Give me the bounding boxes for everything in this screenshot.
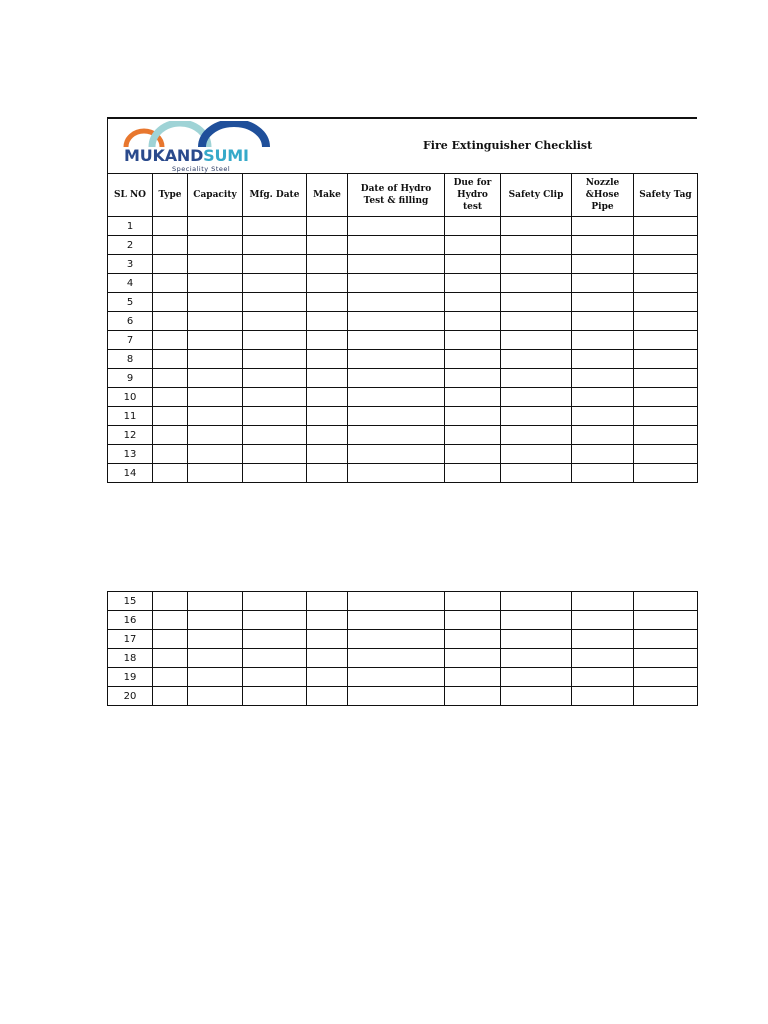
empty-entry-cell[interactable] — [243, 388, 307, 407]
serial-number-cell: 5 — [108, 293, 153, 312]
empty-entry-cell[interactable] — [243, 687, 307, 706]
table-row — [108, 331, 698, 350]
empty-entry-cell[interactable] — [501, 611, 572, 630]
empty-entry-cell[interactable] — [501, 312, 572, 331]
empty-entry-cell[interactable] — [634, 611, 698, 630]
empty-entry-cell[interactable] — [445, 464, 501, 483]
serial-number-cell: 16 — [108, 611, 153, 630]
empty-entry-cell[interactable] — [307, 445, 348, 464]
empty-entry-cell[interactable] — [348, 312, 445, 331]
empty-entry-cell[interactable] — [634, 649, 698, 668]
empty-entry-cell[interactable] — [307, 331, 348, 350]
serial-number-cell: 3 — [108, 255, 153, 274]
serial-number-cell: 9 — [108, 369, 153, 388]
empty-entry-cell[interactable] — [307, 312, 348, 331]
table-row — [108, 312, 698, 331]
empty-entry-cell[interactable] — [572, 274, 634, 293]
serial-number-cell: 7 — [108, 331, 153, 350]
company-logo — [122, 121, 272, 171]
empty-entry-cell[interactable] — [243, 630, 307, 649]
empty-entry-cell[interactable] — [572, 369, 634, 388]
empty-entry-cell[interactable] — [501, 331, 572, 350]
empty-entry-cell[interactable] — [243, 312, 307, 331]
empty-entry-cell[interactable] — [572, 217, 634, 236]
empty-entry-cell[interactable] — [307, 369, 348, 388]
empty-entry-cell[interactable] — [243, 236, 307, 255]
empty-entry-cell[interactable] — [307, 592, 348, 611]
empty-entry-cell[interactable] — [307, 649, 348, 668]
empty-entry-cell[interactable] — [348, 236, 445, 255]
empty-entry-cell[interactable] — [634, 687, 698, 706]
empty-entry-cell[interactable] — [307, 236, 348, 255]
empty-entry-cell[interactable] — [188, 687, 243, 706]
empty-entry-cell[interactable] — [153, 649, 188, 668]
empty-entry-cell[interactable] — [307, 611, 348, 630]
empty-entry-cell[interactable] — [188, 668, 243, 687]
column-header: Type — [153, 174, 188, 217]
empty-entry-cell[interactable] — [572, 426, 634, 445]
empty-entry-cell[interactable] — [348, 611, 445, 630]
empty-entry-cell[interactable] — [243, 217, 307, 236]
empty-entry-cell[interactable] — [572, 407, 634, 426]
empty-entry-cell[interactable] — [501, 668, 572, 687]
empty-entry-cell[interactable] — [348, 293, 445, 312]
empty-entry-cell[interactable] — [307, 217, 348, 236]
empty-entry-cell[interactable] — [188, 369, 243, 388]
empty-entry-cell[interactable] — [307, 407, 348, 426]
empty-entry-cell[interactable] — [572, 611, 634, 630]
empty-entry-cell[interactable] — [243, 331, 307, 350]
empty-entry-cell[interactable] — [348, 445, 445, 464]
serial-number-cell: 12 — [108, 426, 153, 445]
empty-entry-cell[interactable] — [243, 592, 307, 611]
empty-entry-cell[interactable] — [445, 274, 501, 293]
empty-entry-cell[interactable] — [572, 649, 634, 668]
empty-entry-cell[interactable] — [188, 293, 243, 312]
empty-entry-cell[interactable] — [445, 426, 501, 445]
empty-entry-cell[interactable] — [572, 350, 634, 369]
empty-entry-cell[interactable] — [572, 687, 634, 706]
table-row — [108, 445, 698, 464]
empty-entry-cell[interactable] — [188, 312, 243, 331]
empty-entry-cell[interactable] — [348, 649, 445, 668]
empty-entry-cell[interactable] — [243, 369, 307, 388]
empty-entry-cell[interactable] — [188, 350, 243, 369]
empty-entry-cell[interactable] — [307, 274, 348, 293]
checklist-sheet-top — [107, 117, 697, 483]
empty-entry-cell[interactable] — [445, 630, 501, 649]
empty-entry-cell[interactable] — [445, 668, 501, 687]
empty-entry-cell[interactable] — [153, 255, 188, 274]
column-header: Capacity — [188, 174, 243, 217]
empty-entry-cell[interactable] — [348, 668, 445, 687]
empty-entry-cell[interactable] — [188, 464, 243, 483]
empty-entry-cell[interactable] — [445, 293, 501, 312]
empty-entry-cell[interactable] — [188, 445, 243, 464]
empty-entry-cell[interactable] — [348, 687, 445, 706]
empty-entry-cell[interactable] — [348, 369, 445, 388]
empty-entry-cell[interactable] — [501, 350, 572, 369]
serial-number-cell: 14 — [108, 464, 153, 483]
empty-entry-cell[interactable] — [243, 407, 307, 426]
empty-entry-cell[interactable] — [501, 217, 572, 236]
empty-entry-cell[interactable] — [153, 592, 188, 611]
empty-entry-cell[interactable] — [188, 274, 243, 293]
empty-entry-cell[interactable] — [188, 611, 243, 630]
empty-entry-cell[interactable] — [445, 407, 501, 426]
empty-entry-cell[interactable] — [153, 236, 188, 255]
empty-entry-cell[interactable] — [501, 426, 572, 445]
empty-entry-cell[interactable] — [634, 388, 698, 407]
table-row — [108, 611, 698, 630]
empty-entry-cell[interactable] — [243, 426, 307, 445]
table-row — [108, 687, 698, 706]
empty-entry-cell[interactable] — [634, 293, 698, 312]
empty-entry-cell[interactable] — [634, 350, 698, 369]
empty-entry-cell[interactable] — [634, 464, 698, 483]
empty-entry-cell[interactable] — [307, 350, 348, 369]
empty-entry-cell[interactable] — [348, 592, 445, 611]
empty-entry-cell[interactable] — [445, 350, 501, 369]
empty-entry-cell[interactable] — [572, 668, 634, 687]
table-row — [108, 464, 698, 483]
empty-entry-cell[interactable] — [445, 649, 501, 668]
column-header: Safety Tag — [634, 174, 698, 217]
empty-entry-cell[interactable] — [348, 274, 445, 293]
empty-entry-cell[interactable] — [445, 388, 501, 407]
serial-number-cell: 17 — [108, 630, 153, 649]
empty-entry-cell[interactable] — [153, 388, 188, 407]
empty-entry-cell[interactable] — [243, 445, 307, 464]
column-header: Nozzle &Hose Pipe — [572, 174, 634, 217]
empty-entry-cell[interactable] — [501, 236, 572, 255]
checklist-sheet-bottom — [107, 591, 697, 706]
empty-entry-cell[interactable] — [634, 592, 698, 611]
empty-entry-cell[interactable] — [634, 369, 698, 388]
column-header: Make — [307, 174, 348, 217]
empty-entry-cell[interactable] — [348, 217, 445, 236]
empty-entry-cell[interactable] — [243, 611, 307, 630]
table-row — [108, 293, 698, 312]
sheet-header — [107, 117, 697, 173]
empty-entry-cell[interactable] — [153, 611, 188, 630]
empty-entry-cell[interactable] — [445, 592, 501, 611]
empty-entry-cell[interactable] — [445, 255, 501, 274]
empty-entry-cell[interactable] — [501, 255, 572, 274]
document-title: Fire Extinguisher Checklist — [423, 139, 593, 152]
empty-entry-cell[interactable] — [307, 630, 348, 649]
column-header: Date of Hydro Test & filling — [348, 174, 445, 217]
empty-entry-cell[interactable] — [153, 407, 188, 426]
empty-entry-cell[interactable] — [445, 312, 501, 331]
empty-entry-cell[interactable] — [501, 445, 572, 464]
empty-entry-cell[interactable] — [348, 464, 445, 483]
serial-number-cell: 4 — [108, 274, 153, 293]
empty-entry-cell[interactable] — [307, 668, 348, 687]
serial-number-cell: 10 — [108, 388, 153, 407]
empty-entry-cell[interactable] — [348, 388, 445, 407]
table-row — [108, 426, 698, 445]
empty-entry-cell[interactable] — [153, 312, 188, 331]
column-header: SL NO — [108, 174, 153, 217]
table-row — [108, 217, 698, 236]
table-row — [108, 350, 698, 369]
column-header: Mfg. Date — [243, 174, 307, 217]
empty-entry-cell[interactable] — [307, 464, 348, 483]
empty-entry-cell[interactable] — [445, 445, 501, 464]
column-header: Due for Hydro test — [445, 174, 501, 217]
empty-entry-cell[interactable] — [243, 464, 307, 483]
empty-entry-cell[interactable] — [634, 274, 698, 293]
empty-entry-cell[interactable] — [445, 331, 501, 350]
empty-entry-cell[interactable] — [572, 236, 634, 255]
logo-word-mukand: MUKAND — [124, 146, 204, 165]
empty-entry-cell[interactable] — [501, 464, 572, 483]
empty-entry-cell[interactable] — [243, 350, 307, 369]
table-row — [108, 592, 698, 611]
empty-entry-cell[interactable] — [243, 293, 307, 312]
empty-entry-cell[interactable] — [501, 293, 572, 312]
empty-entry-cell[interactable] — [153, 668, 188, 687]
serial-number-cell: 20 — [108, 687, 153, 706]
empty-entry-cell[interactable] — [445, 611, 501, 630]
empty-entry-cell[interactable] — [634, 217, 698, 236]
empty-entry-cell[interactable] — [348, 426, 445, 445]
empty-entry-cell[interactable] — [572, 293, 634, 312]
checklist-table-top — [107, 173, 698, 483]
column-header-row — [108, 174, 698, 217]
empty-entry-cell[interactable] — [634, 630, 698, 649]
empty-entry-cell[interactable] — [153, 274, 188, 293]
table-row — [108, 369, 698, 388]
empty-entry-cell[interactable] — [572, 388, 634, 407]
empty-entry-cell[interactable] — [501, 649, 572, 668]
empty-entry-cell[interactable] — [634, 331, 698, 350]
empty-entry-cell[interactable] — [188, 331, 243, 350]
empty-entry-cell[interactable] — [572, 464, 634, 483]
empty-entry-cell[interactable] — [153, 445, 188, 464]
table-row — [108, 236, 698, 255]
empty-entry-cell[interactable] — [307, 426, 348, 445]
empty-entry-cell[interactable] — [572, 331, 634, 350]
empty-entry-cell[interactable] — [501, 407, 572, 426]
empty-entry-cell[interactable] — [188, 630, 243, 649]
empty-entry-cell[interactable] — [307, 293, 348, 312]
table-row — [108, 630, 698, 649]
empty-entry-cell[interactable] — [153, 350, 188, 369]
empty-entry-cell[interactable] — [348, 630, 445, 649]
empty-entry-cell[interactable] — [634, 445, 698, 464]
logo-word-sumi: SUMI — [203, 146, 249, 165]
empty-entry-cell[interactable] — [445, 369, 501, 388]
empty-entry-cell[interactable] — [501, 369, 572, 388]
empty-entry-cell[interactable] — [634, 255, 698, 274]
empty-entry-cell[interactable] — [188, 649, 243, 668]
empty-entry-cell[interactable] — [348, 350, 445, 369]
logo-wordmark — [124, 146, 249, 165]
empty-entry-cell[interactable] — [153, 217, 188, 236]
empty-entry-cell[interactable] — [634, 407, 698, 426]
empty-entry-cell[interactable] — [153, 687, 188, 706]
empty-entry-cell[interactable] — [243, 274, 307, 293]
empty-entry-cell[interactable] — [634, 312, 698, 331]
empty-entry-cell[interactable] — [153, 464, 188, 483]
table-row — [108, 388, 698, 407]
logo-tagline: Speciality Steel — [172, 165, 231, 173]
table-row — [108, 274, 698, 293]
checklist-table-bottom — [107, 591, 698, 706]
empty-entry-cell[interactable] — [243, 668, 307, 687]
empty-entry-cell[interactable] — [188, 407, 243, 426]
empty-entry-cell[interactable] — [188, 388, 243, 407]
table-row — [108, 255, 698, 274]
empty-entry-cell[interactable] — [153, 426, 188, 445]
empty-entry-cell[interactable] — [188, 255, 243, 274]
empty-entry-cell[interactable] — [572, 445, 634, 464]
empty-entry-cell[interactable] — [445, 687, 501, 706]
table-row — [108, 649, 698, 668]
table-row — [108, 668, 698, 687]
serial-number-cell: 15 — [108, 592, 153, 611]
empty-entry-cell[interactable] — [188, 592, 243, 611]
empty-entry-cell[interactable] — [153, 369, 188, 388]
empty-entry-cell[interactable] — [572, 312, 634, 331]
empty-entry-cell[interactable] — [348, 407, 445, 426]
serial-number-cell: 6 — [108, 312, 153, 331]
empty-entry-cell[interactable] — [634, 236, 698, 255]
empty-entry-cell[interactable] — [501, 274, 572, 293]
empty-entry-cell[interactable] — [307, 388, 348, 407]
empty-entry-cell[interactable] — [188, 217, 243, 236]
serial-number-cell: 11 — [108, 407, 153, 426]
serial-number-cell: 1 — [108, 217, 153, 236]
table-row — [108, 407, 698, 426]
empty-entry-cell[interactable] — [501, 592, 572, 611]
empty-entry-cell[interactable] — [153, 293, 188, 312]
empty-entry-cell[interactable] — [634, 668, 698, 687]
column-header: Safety Clip — [501, 174, 572, 217]
empty-entry-cell[interactable] — [501, 630, 572, 649]
serial-number-cell: 19 — [108, 668, 153, 687]
empty-entry-cell[interactable] — [188, 426, 243, 445]
empty-entry-cell[interactable] — [243, 255, 307, 274]
serial-number-cell: 18 — [108, 649, 153, 668]
empty-entry-cell[interactable] — [501, 388, 572, 407]
empty-entry-cell[interactable] — [153, 331, 188, 350]
empty-entry-cell[interactable] — [501, 687, 572, 706]
serial-number-cell: 2 — [108, 236, 153, 255]
empty-entry-cell[interactable] — [307, 255, 348, 274]
empty-entry-cell[interactable] — [572, 255, 634, 274]
empty-entry-cell[interactable] — [153, 630, 188, 649]
empty-entry-cell[interactable] — [307, 687, 348, 706]
empty-entry-cell[interactable] — [572, 630, 634, 649]
serial-number-cell: 13 — [108, 445, 153, 464]
empty-entry-cell[interactable] — [348, 331, 445, 350]
empty-entry-cell[interactable] — [348, 255, 445, 274]
empty-entry-cell[interactable] — [445, 217, 501, 236]
serial-number-cell: 8 — [108, 350, 153, 369]
empty-entry-cell[interactable] — [445, 236, 501, 255]
empty-entry-cell[interactable] — [572, 592, 634, 611]
empty-entry-cell[interactable] — [188, 236, 243, 255]
empty-entry-cell[interactable] — [243, 649, 307, 668]
empty-entry-cell[interactable] — [634, 426, 698, 445]
